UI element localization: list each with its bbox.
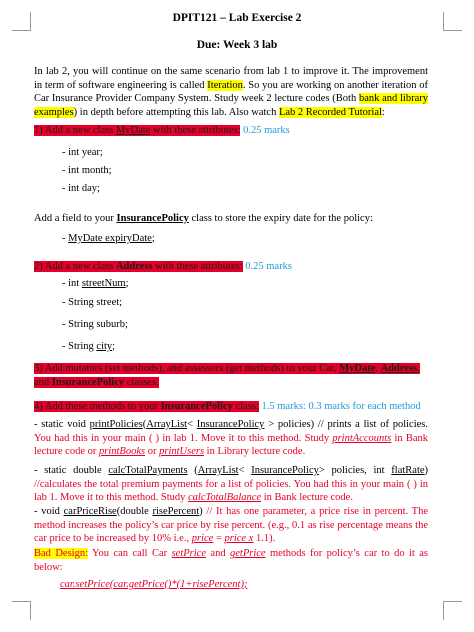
method-signature: > policies, int (318, 465, 392, 476)
class-name-mydate: MyDate (115, 125, 151, 136)
document-title: DPIT121 – Lab Exercise 2 (172, 12, 302, 24)
due-date: Due: Week 3 lab (196, 39, 278, 51)
method-description: in Bank lecture code or (34, 432, 428, 457)
class-name-mydate: MyDate (339, 363, 376, 374)
task2-heading (34, 260, 428, 274)
method-ref-setprice: setPrice (171, 548, 206, 559)
field-type: - String (62, 341, 97, 352)
intro-paragraph (34, 65, 428, 119)
method-signature: ( (142, 419, 147, 430)
method-signature: (double (116, 506, 153, 517)
bullet-dash: - (62, 233, 69, 244)
field-city (62, 341, 115, 352)
task4-label: class: (232, 401, 259, 412)
task4-heading (34, 400, 428, 414)
field-streetnum (62, 278, 129, 289)
method-description: in Library lecture code. (204, 446, 306, 457)
reference-code: calcTotalBalance (188, 492, 262, 503)
task3-label: 3) Add mutators (set methods), and assessors (get methods) to your Car, (34, 363, 340, 374)
task1-label: 1) Add a new class (34, 125, 116, 136)
method-signature: < (238, 465, 252, 476)
task2-label: with these attributes: (152, 261, 243, 272)
method-signature: - static void (34, 419, 90, 430)
type-arraylist: ArrayList (146, 419, 188, 430)
method-name: printPolicies (89, 419, 143, 430)
field-name: city (96, 341, 113, 352)
method-ref-getprice: getPrice (230, 548, 266, 559)
type-insurancepolicy: InsurancePolicy (196, 419, 265, 430)
reference-code: printBooks (99, 446, 146, 457)
intro-text: : (381, 106, 385, 118)
intro-text: ) in depth before attempting this lab. Also watch (73, 106, 279, 118)
method-signature: - static double (34, 465, 109, 476)
field-type: - int (62, 278, 82, 289)
semicolon: ; (151, 233, 155, 244)
field-expirydate (62, 233, 155, 244)
field-day: - int day; (62, 183, 100, 194)
param-flatrate: flatRate (391, 465, 425, 476)
expiry-date-decl: MyDate expiryDate (68, 233, 152, 244)
method-calctotalpayments (34, 464, 428, 505)
class-name-insurancepolicy: InsurancePolicy (160, 401, 233, 412)
method-description: or (145, 446, 160, 457)
task3-heading (34, 362, 428, 389)
semicolon: ; (125, 278, 129, 289)
page-corner-mark (12, 601, 31, 620)
method-signature: ) (199, 506, 203, 517)
note-text: You can call Car (88, 548, 172, 559)
instruction-text: class to store the expiry date for the policy: (188, 213, 373, 224)
semicolon: ; (112, 341, 116, 352)
task3-label: classes. (124, 376, 159, 388)
type-insurancepolicy: InsurancePolicy (251, 465, 319, 476)
type-arraylist: ArrayList (197, 465, 239, 476)
method-signature: ( (187, 465, 198, 476)
method-description: 1.1). (253, 533, 276, 544)
note-text: methods for policy’s car to do it as below: (34, 548, 429, 573)
task1-heading (34, 124, 428, 138)
method-carpricerise (34, 505, 428, 546)
class-name-address: Address (115, 261, 153, 272)
method-signature: - void (34, 506, 64, 517)
method-signature: > policies) // prints a list of policies. (264, 419, 429, 430)
field-year: - int year; (62, 147, 103, 158)
task2-marks: 0.25 marks (242, 261, 292, 272)
field-name: streetNum (81, 278, 126, 289)
task4-marks: 1.5 marks: 0.3 marks for each method (258, 401, 421, 412)
bad-design-note (34, 547, 428, 574)
class-name-insurancepolicy: InsurancePolicy (51, 376, 125, 388)
reference-code: printUsers (159, 446, 205, 457)
formula-equals: = (213, 533, 225, 544)
method-name: calcTotalPayments (108, 465, 188, 476)
method-description: //calculates the total premium payments for a list of policies. You had this in your main ( ) in lab 1. Move it to this method. Study (34, 478, 428, 503)
method-description: in Bank lecture code. (261, 492, 353, 503)
field-suburb: - String suburb; (62, 319, 128, 330)
separator: , and (34, 363, 420, 388)
method-signature: < (187, 419, 197, 430)
param-risepercent: risePercent (152, 506, 200, 517)
field-month: - int month; (62, 165, 112, 176)
code-example: car.setPrice(car.getPrice()*(1+risePercent); (60, 579, 248, 590)
formula-price: price x (224, 533, 254, 544)
highlight-iteration: Iteration (207, 79, 243, 91)
task1-label: with these attributes: (150, 125, 241, 136)
bad-design-label: Bad Design: (34, 548, 88, 559)
task2-label: 2) Add a new class (34, 261, 116, 272)
instruction-text: Add a field to your (34, 213, 117, 224)
page-corner-mark (443, 601, 462, 620)
class-name-address: Address (380, 363, 418, 374)
reference-code: printAccounts (332, 432, 392, 444)
method-signature: ) (424, 465, 429, 476)
method-printpolicies (34, 418, 428, 459)
method-description: You had this in your main ( ) in lab 1. Move it to this method. Study (34, 432, 333, 444)
method-description: // It has one parameter, a price rise in percent. The method increases the policy’s car price by rise percent. (e.g., 0.1 as rise percentage means the car price to be increased by 10% i.e., (34, 506, 428, 544)
intro-text: In lab 2, you will continue on the same scenario from lab 1 to improve it. The improvement in term of software engineering is called (34, 66, 428, 91)
formula-price: price (191, 533, 214, 544)
intro-text: . So you are working on another iteration of Car Insurance Provider Company System. Study week 2 lecture codes (Both (34, 79, 428, 104)
task1-marks: 0.25 marks (240, 125, 290, 136)
class-name-insurancepolicy: InsurancePolicy (116, 213, 189, 224)
field-street: - String street; (62, 297, 123, 308)
highlight-examples: bank and library examples (34, 93, 428, 118)
method-name: carPriceRise (63, 506, 117, 517)
add-field-instruction (34, 212, 428, 226)
separator: , (375, 363, 381, 374)
task4-label: 4) Add these methods to your (34, 401, 161, 412)
note-text: and (206, 548, 230, 559)
highlight-tutorial: Lab 2 Recorded Tutorial (278, 106, 382, 118)
